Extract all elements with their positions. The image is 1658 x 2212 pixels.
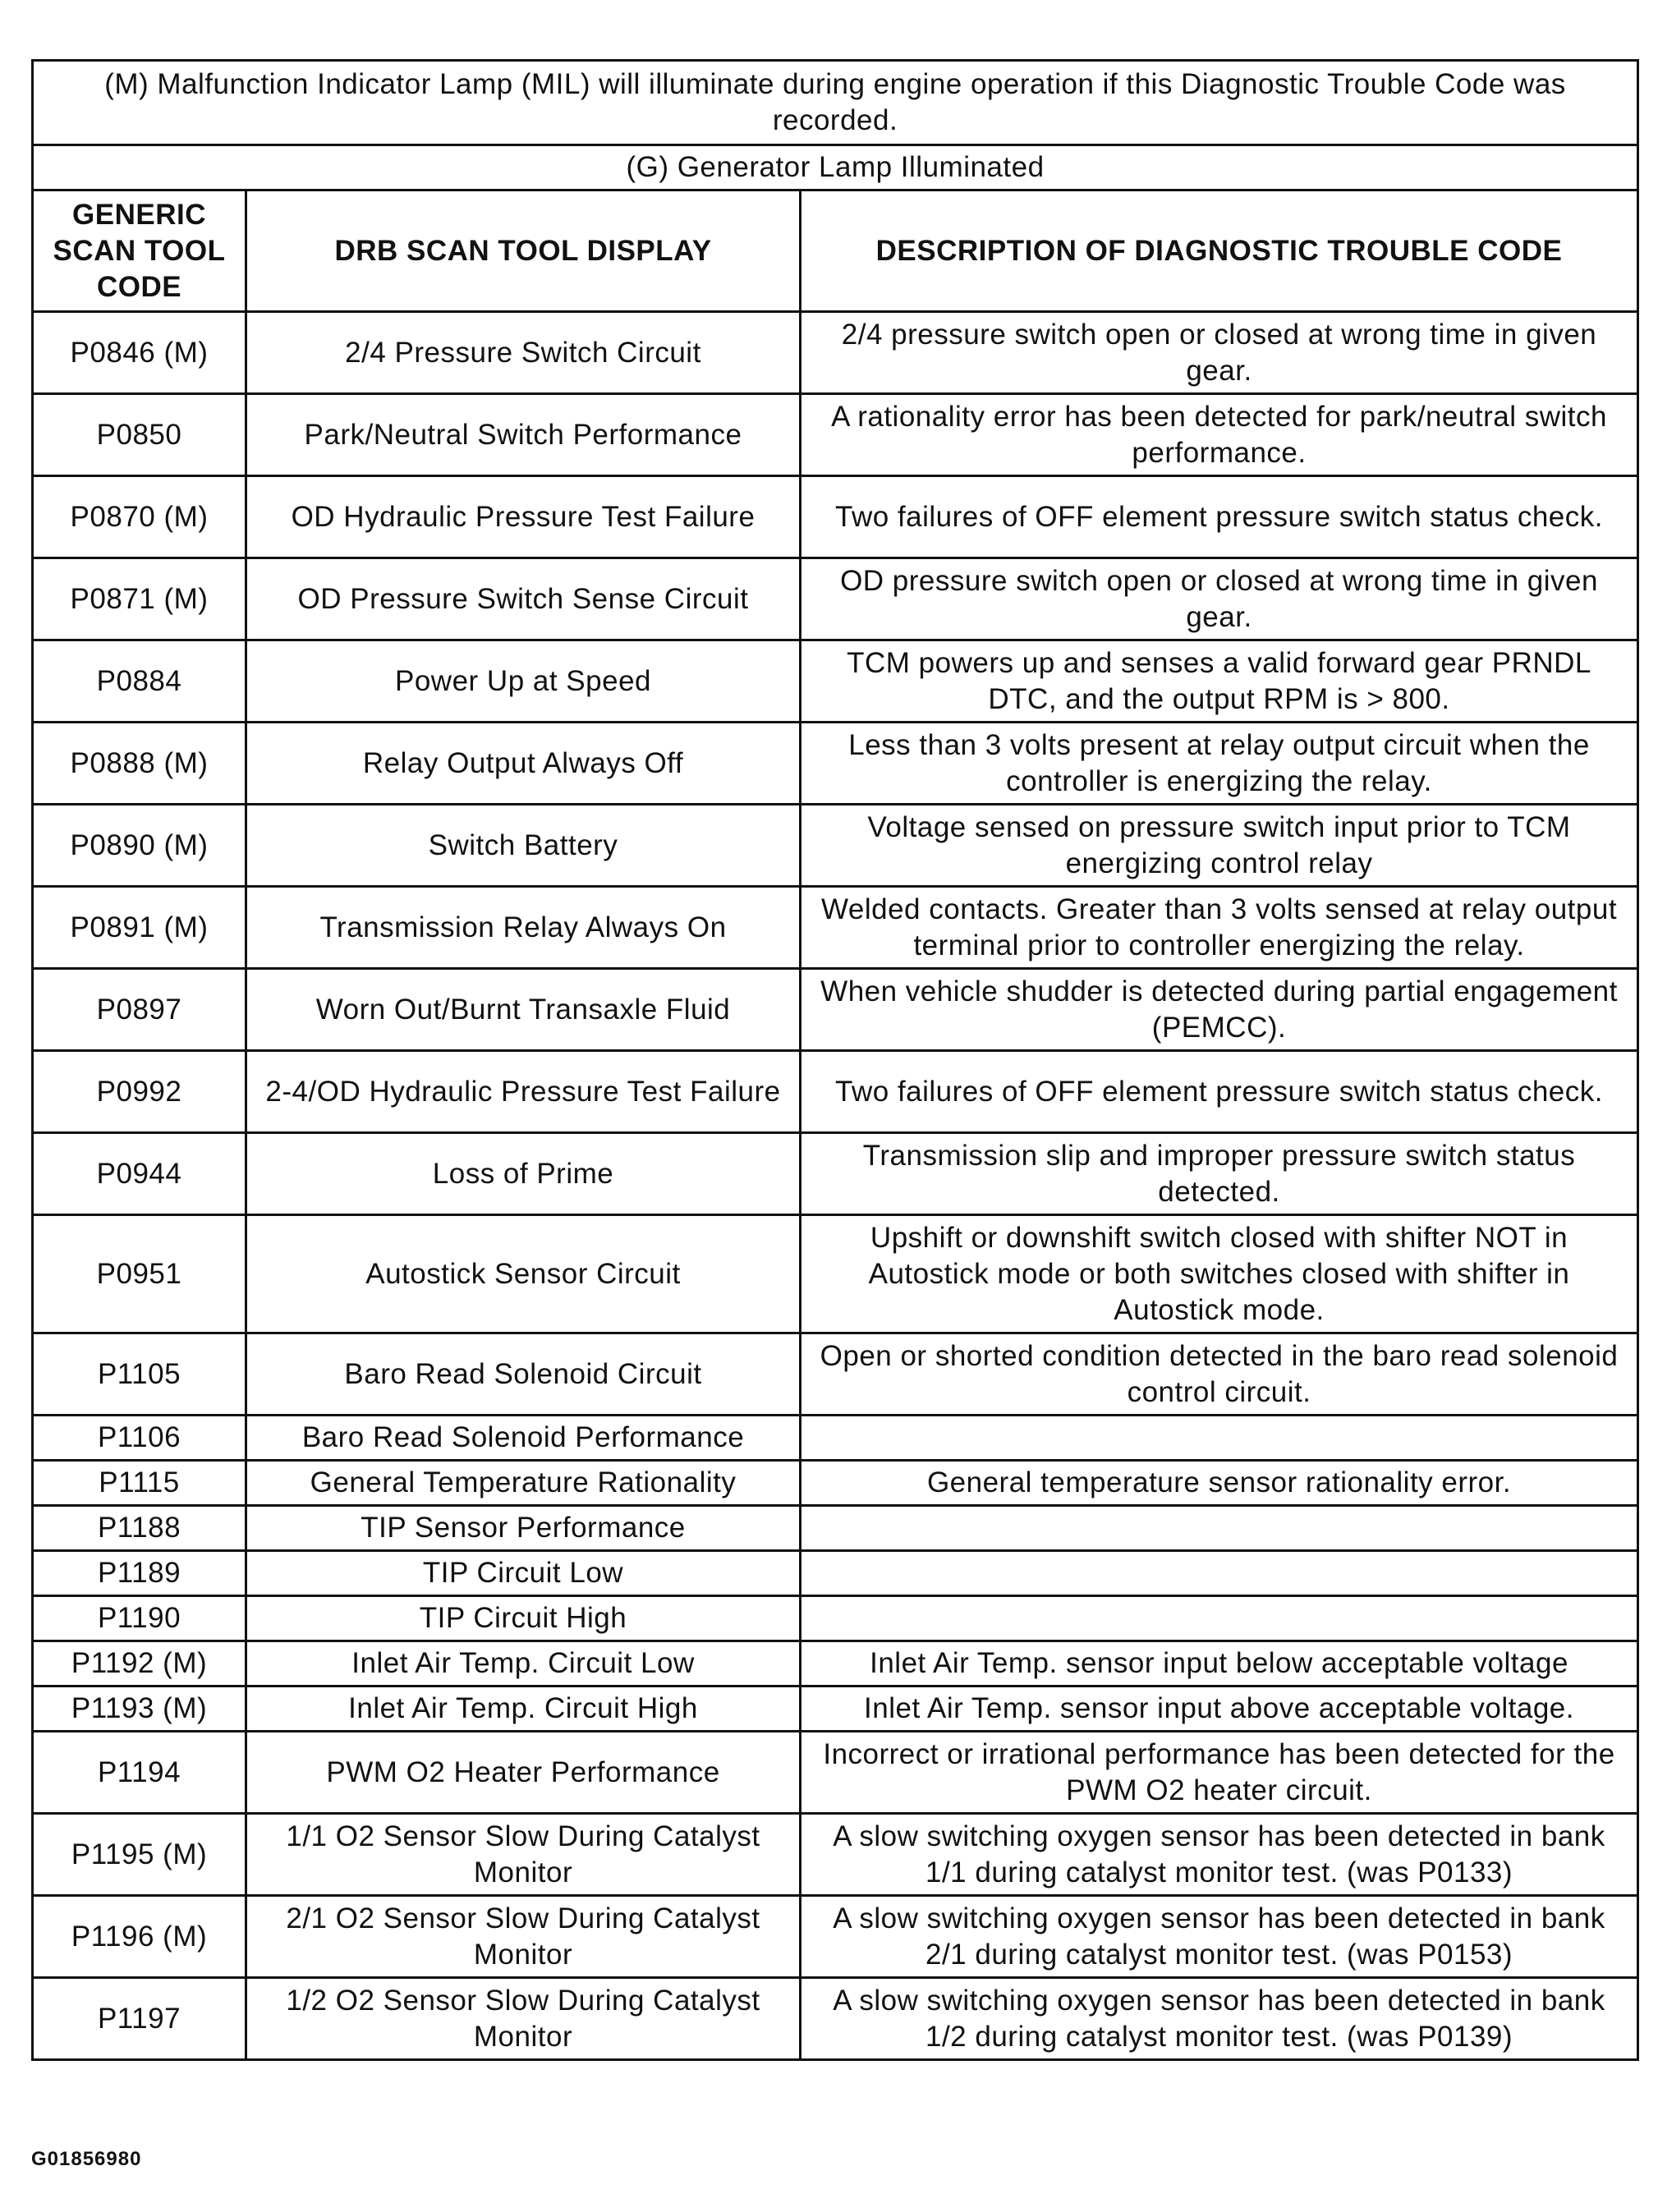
dtc-table bbox=[31, 59, 1639, 2061]
dtc-code: P0890 (M) bbox=[33, 805, 246, 887]
dtc-display: General Temperature Rationality bbox=[246, 1461, 801, 1506]
dtc-display: 2/4 Pressure Switch Circuit bbox=[246, 312, 801, 394]
dtc-code: P0850 bbox=[33, 394, 246, 476]
table-row bbox=[33, 887, 1638, 969]
dtc-description: Two failures of OFF element pressure switch status check. bbox=[801, 476, 1638, 558]
generator-note: (G) Generator Lamp Illuminated bbox=[33, 145, 1638, 190]
dtc-description bbox=[801, 1596, 1638, 1641]
dtc-code: P0846 (M) bbox=[33, 312, 246, 394]
dtc-code: P1188 bbox=[33, 1506, 246, 1551]
dtc-description: A slow switching oxygen sensor has been detected in bank 2/1 during catalyst monitor test. (was P0153) bbox=[801, 1896, 1638, 1978]
dtc-description: A slow switching oxygen sensor has been detected in bank 1/1 during catalyst monitor test. (was P0133) bbox=[801, 1814, 1638, 1896]
dtc-display: Baro Read Solenoid Circuit bbox=[246, 1333, 801, 1416]
dtc-code: P1190 bbox=[33, 1596, 246, 1641]
table-row bbox=[33, 1215, 1638, 1333]
generator-note-row bbox=[33, 145, 1638, 190]
dtc-description: Open or shorted condition detected in the baro read solenoid control circuit. bbox=[801, 1333, 1638, 1416]
dtc-code: P1194 bbox=[33, 1732, 246, 1814]
dtc-description: OD pressure switch open or closed at wrong time in given gear. bbox=[801, 558, 1638, 640]
dtc-code: P1189 bbox=[33, 1551, 246, 1596]
dtc-description: 2/4 pressure switch open or closed at wrong time in given gear. bbox=[801, 312, 1638, 394]
dtc-display: Inlet Air Temp. Circuit Low bbox=[246, 1641, 801, 1687]
dtc-display: Transmission Relay Always On bbox=[246, 887, 801, 969]
dtc-display: 1/2 O2 Sensor Slow During Catalyst Monitor bbox=[246, 1978, 801, 2060]
dtc-description: General temperature sensor rationality error. bbox=[801, 1461, 1638, 1506]
table-row bbox=[33, 1051, 1638, 1133]
dtc-code: P1106 bbox=[33, 1416, 246, 1461]
dtc-display: TIP Sensor Performance bbox=[246, 1506, 801, 1551]
mil-note: (M) Malfunction Indicator Lamp (MIL) will illuminate during engine operation if this Diagnostic Trouble Code was recorded. bbox=[33, 61, 1638, 145]
table-row bbox=[33, 1506, 1638, 1551]
table-row bbox=[33, 1896, 1638, 1978]
dtc-description: Incorrect or irrational performance has been detected for the PWM O2 heater circuit. bbox=[801, 1732, 1638, 1814]
header-display: DRB SCAN TOOL DISPLAY bbox=[246, 190, 801, 312]
dtc-code: P1115 bbox=[33, 1461, 246, 1506]
table-row bbox=[33, 1814, 1638, 1896]
table-row bbox=[33, 1333, 1638, 1416]
dtc-code: P0871 (M) bbox=[33, 558, 246, 640]
dtc-display: Relay Output Always Off bbox=[246, 723, 801, 805]
table-row bbox=[33, 1416, 1638, 1461]
table-row bbox=[33, 969, 1638, 1051]
dtc-display: Baro Read Solenoid Performance bbox=[246, 1416, 801, 1461]
dtc-display: PWM O2 Heater Performance bbox=[246, 1732, 801, 1814]
dtc-code: P1192 (M) bbox=[33, 1641, 246, 1687]
dtc-description bbox=[801, 1551, 1638, 1596]
mil-note-row bbox=[33, 61, 1638, 145]
dtc-description bbox=[801, 1506, 1638, 1551]
dtc-code: P0992 bbox=[33, 1051, 246, 1133]
dtc-code: P0891 (M) bbox=[33, 887, 246, 969]
table-row bbox=[33, 723, 1638, 805]
table-row bbox=[33, 1732, 1638, 1814]
dtc-code: P1193 (M) bbox=[33, 1687, 246, 1732]
header-code: GENERIC SCAN TOOL CODE bbox=[33, 190, 246, 312]
dtc-code: P1197 bbox=[33, 1978, 246, 2060]
dtc-description: Two failures of OFF element pressure switch status check. bbox=[801, 1051, 1638, 1133]
table-row bbox=[33, 1551, 1638, 1596]
dtc-display: 2-4/OD Hydraulic Pressure Test Failure bbox=[246, 1051, 801, 1133]
table-row bbox=[33, 476, 1638, 558]
table-row bbox=[33, 394, 1638, 476]
header-row bbox=[33, 190, 1638, 312]
dtc-code: P0951 bbox=[33, 1215, 246, 1333]
dtc-description: When vehicle shudder is detected during partial engagement (PEMCC). bbox=[801, 969, 1638, 1051]
dtc-display: 2/1 O2 Sensor Slow During Catalyst Monitor bbox=[246, 1896, 801, 1978]
table-row bbox=[33, 1596, 1638, 1641]
dtc-display: TIP Circuit Low bbox=[246, 1551, 801, 1596]
dtc-display: Loss of Prime bbox=[246, 1133, 801, 1215]
table-row bbox=[33, 1978, 1638, 2060]
dtc-display: Worn Out/Burnt Transaxle Fluid bbox=[246, 969, 801, 1051]
table-row bbox=[33, 805, 1638, 887]
dtc-description: Inlet Air Temp. sensor input above acceptable voltage. bbox=[801, 1687, 1638, 1732]
table-row bbox=[33, 1461, 1638, 1506]
dtc-display: OD Hydraulic Pressure Test Failure bbox=[246, 476, 801, 558]
dtc-description: Less than 3 volts present at relay output circuit when the controller is energizing the relay. bbox=[801, 723, 1638, 805]
table-row bbox=[33, 1641, 1638, 1687]
table-row bbox=[33, 1687, 1638, 1732]
dtc-description: Upshift or downshift switch closed with shifter NOT in Autostick mode or both switches closed with shifter in Autostick mode. bbox=[801, 1215, 1638, 1333]
dtc-display: Inlet Air Temp. Circuit High bbox=[246, 1687, 801, 1732]
dtc-display: Switch Battery bbox=[246, 805, 801, 887]
dtc-description: Welded contacts. Greater than 3 volts sensed at relay output terminal prior to controller energizing the relay. bbox=[801, 887, 1638, 969]
dtc-description: Inlet Air Temp. sensor input below acceptable voltage bbox=[801, 1641, 1638, 1687]
dtc-display: Autostick Sensor Circuit bbox=[246, 1215, 801, 1333]
dtc-description: Transmission slip and improper pressure switch status detected. bbox=[801, 1133, 1638, 1215]
dtc-description: A rationality error has been detected for park/neutral switch performance. bbox=[801, 394, 1638, 476]
dtc-description: TCM powers up and senses a valid forward gear PRNDL DTC, and the output RPM is > 800. bbox=[801, 640, 1638, 723]
dtc-code: P0884 bbox=[33, 640, 246, 723]
dtc-code: P1105 bbox=[33, 1333, 246, 1416]
table-row bbox=[33, 312, 1638, 394]
dtc-display: 1/1 O2 Sensor Slow During Catalyst Monitor bbox=[246, 1814, 801, 1896]
table-row bbox=[33, 558, 1638, 640]
dtc-description bbox=[801, 1416, 1638, 1461]
dtc-code: P1195 (M) bbox=[33, 1814, 246, 1896]
table-row bbox=[33, 640, 1638, 723]
dtc-code: P0888 (M) bbox=[33, 723, 246, 805]
dtc-code: P0897 bbox=[33, 969, 246, 1051]
dtc-display: Park/Neutral Switch Performance bbox=[246, 394, 801, 476]
header-description: DESCRIPTION OF DIAGNOSTIC TROUBLE CODE bbox=[801, 190, 1638, 312]
dtc-description: A slow switching oxygen sensor has been detected in bank 1/2 during catalyst monitor test. (was P0139) bbox=[801, 1978, 1638, 2060]
dtc-code: P0944 bbox=[33, 1133, 246, 1215]
dtc-description: Voltage sensed on pressure switch input prior to TCM energizing control relay bbox=[801, 805, 1638, 887]
dtc-display: OD Pressure Switch Sense Circuit bbox=[246, 558, 801, 640]
dtc-display: Power Up at Speed bbox=[246, 640, 801, 723]
table-row bbox=[33, 1133, 1638, 1215]
figure-id: G01856980 bbox=[31, 2148, 142, 2170]
dtc-code: P1196 (M) bbox=[33, 1896, 246, 1978]
dtc-display: TIP Circuit High bbox=[246, 1596, 801, 1641]
dtc-code: P0870 (M) bbox=[33, 476, 246, 558]
